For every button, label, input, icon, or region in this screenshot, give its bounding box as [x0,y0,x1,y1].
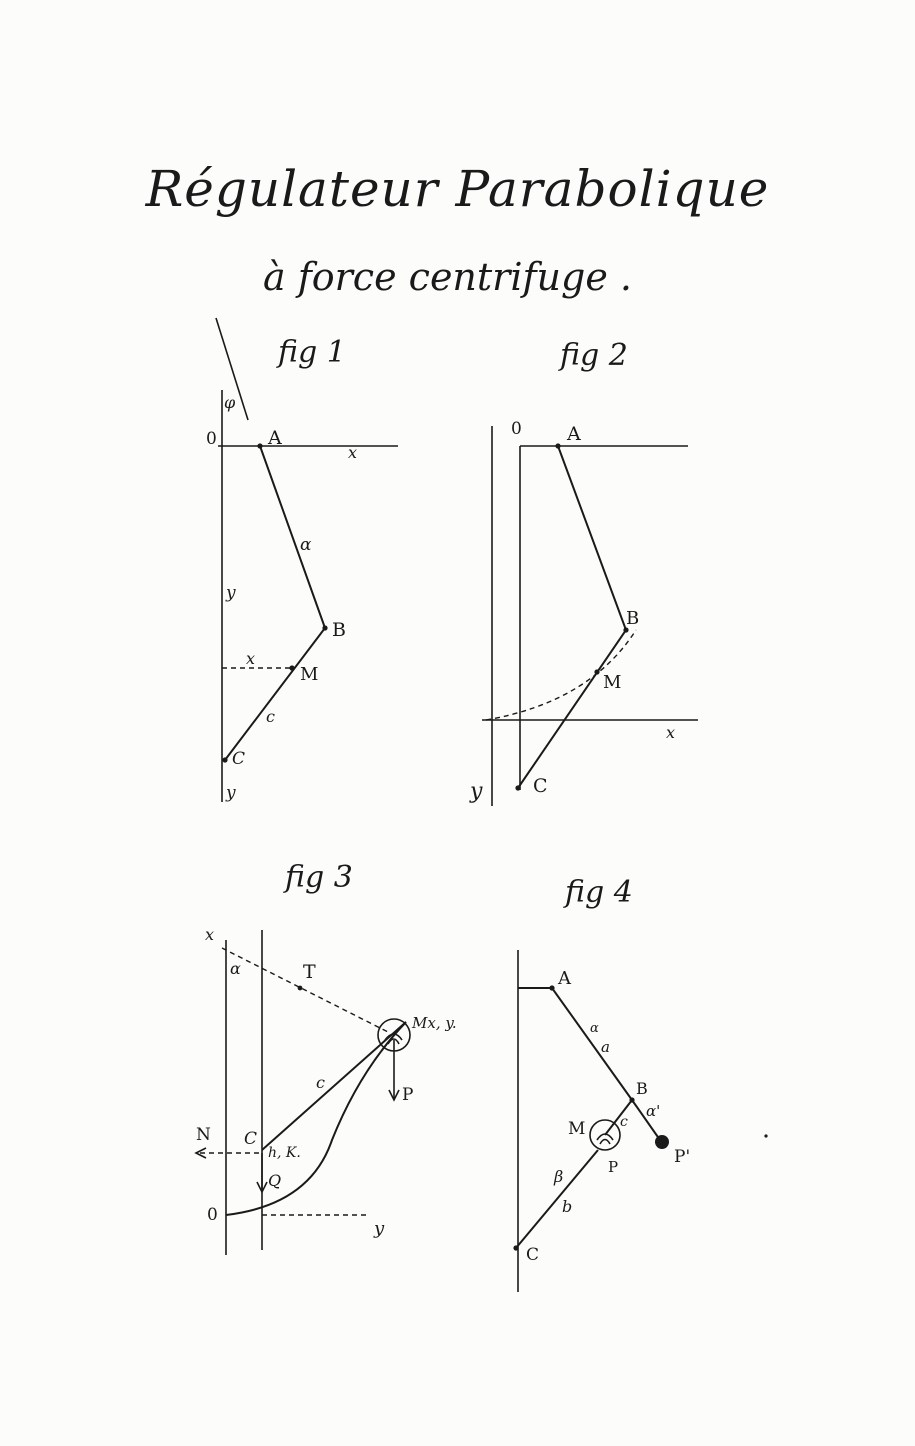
fig3-t-label: T [303,961,316,983]
fig4-a-label: A [558,968,571,989]
fig4-b-label: B [636,1079,648,1098]
fig4-c-point-label: C [526,1245,540,1265]
fig4-b-small-label: b [562,1197,573,1216]
fig4-label: fig 4 [565,875,633,910]
fig1-y-mid-label: y [226,583,236,603]
fig4-point-a [549,985,554,990]
fig1-linkage [225,446,325,760]
fig2-c-label: C [533,775,548,797]
fig4-m-label: M [568,1119,586,1139]
fig4-p-prime-label: P' [674,1147,691,1167]
fig2-label: fig 2 [560,338,628,373]
fig2-point-c [515,785,520,790]
fig4-ink-speck [764,1134,767,1137]
fig3-c-point-label: C [244,1129,258,1149]
fig2-point-m [594,669,599,674]
fig1-c-label: c [266,707,275,726]
fig4-lower-arm [516,1150,598,1248]
fig1-a-label: A [268,427,282,449]
fig1-point-b [322,625,327,630]
fig3-alpha-label: α [230,959,241,978]
fig3-origin-label: 0 [207,1205,218,1225]
fig3-c-label: c [316,1073,325,1092]
fig3-hk-label: h, K. [268,1145,301,1161]
fig1-x-axis-label: x [348,443,358,462]
fig4-upper-arm [518,988,660,1140]
fig4-p-label: P [608,1158,619,1176]
plate-title: Régulateur Parabolique [145,160,770,218]
fig1-x-distance-label: x [246,649,256,668]
fig3-parabola [226,1022,406,1215]
fig2-m-label: M [603,672,622,693]
fig3-m-label: Mx, y. [412,1014,457,1032]
fig1-point-m [289,665,294,670]
fig4-diagram [513,950,767,1292]
fig1-alpha-label: α [300,535,312,555]
fig4-ball-p-prime [655,1135,669,1149]
fig2-origin-label: 0 [511,419,522,439]
fig2-diagram [469,419,698,806]
fig3-q-label: Q [268,1171,282,1190]
fig4-point-c [513,1245,518,1250]
fig4-point-b [629,1097,634,1102]
fig3-label: fig 3 [285,860,353,895]
fig2-linkage [518,446,626,788]
fig2-x-axis-label: x [666,723,676,742]
fig3-rod-c [262,1022,406,1150]
fig1-point-a [257,443,262,448]
fig4-a-small-label: a [601,1038,610,1056]
fig1-phi-label: φ [224,393,236,412]
fig4-c-label: c [620,1114,628,1130]
fig1-origin-label: 0 [206,429,217,449]
fig1-c-point-label: C [232,749,246,769]
fig1-diagram [206,318,398,803]
fig1-point-c [222,757,227,762]
fig2-b-label: B [626,608,640,629]
fig3-y-axis-label: y [374,1218,385,1239]
fig4-beta-label: β [554,1167,564,1186]
fig4-alpha-prime-label: α' [646,1102,661,1120]
fig3-point-t [298,986,303,991]
fig3-diagram [196,925,457,1255]
fig1-m-label: M [300,664,319,685]
fig2-y-axis-label: y [470,779,483,804]
fig3-x-axis-label: x [205,925,215,944]
fig1-label: fig 1 [278,335,346,370]
fig2-a-label: A [567,423,581,445]
fig1-b-label: B [332,619,346,641]
fig3-p-label: P [402,1085,414,1105]
plate-subtitle: à force centrifuge . [262,255,633,299]
fig4-ball-shading [597,1134,613,1144]
fig4-alpha-label: α [590,1021,599,1036]
fig3-n-label: N [196,1125,211,1145]
fig2-point-a [555,443,560,448]
fig1-y-bottom-label: y [226,783,236,803]
